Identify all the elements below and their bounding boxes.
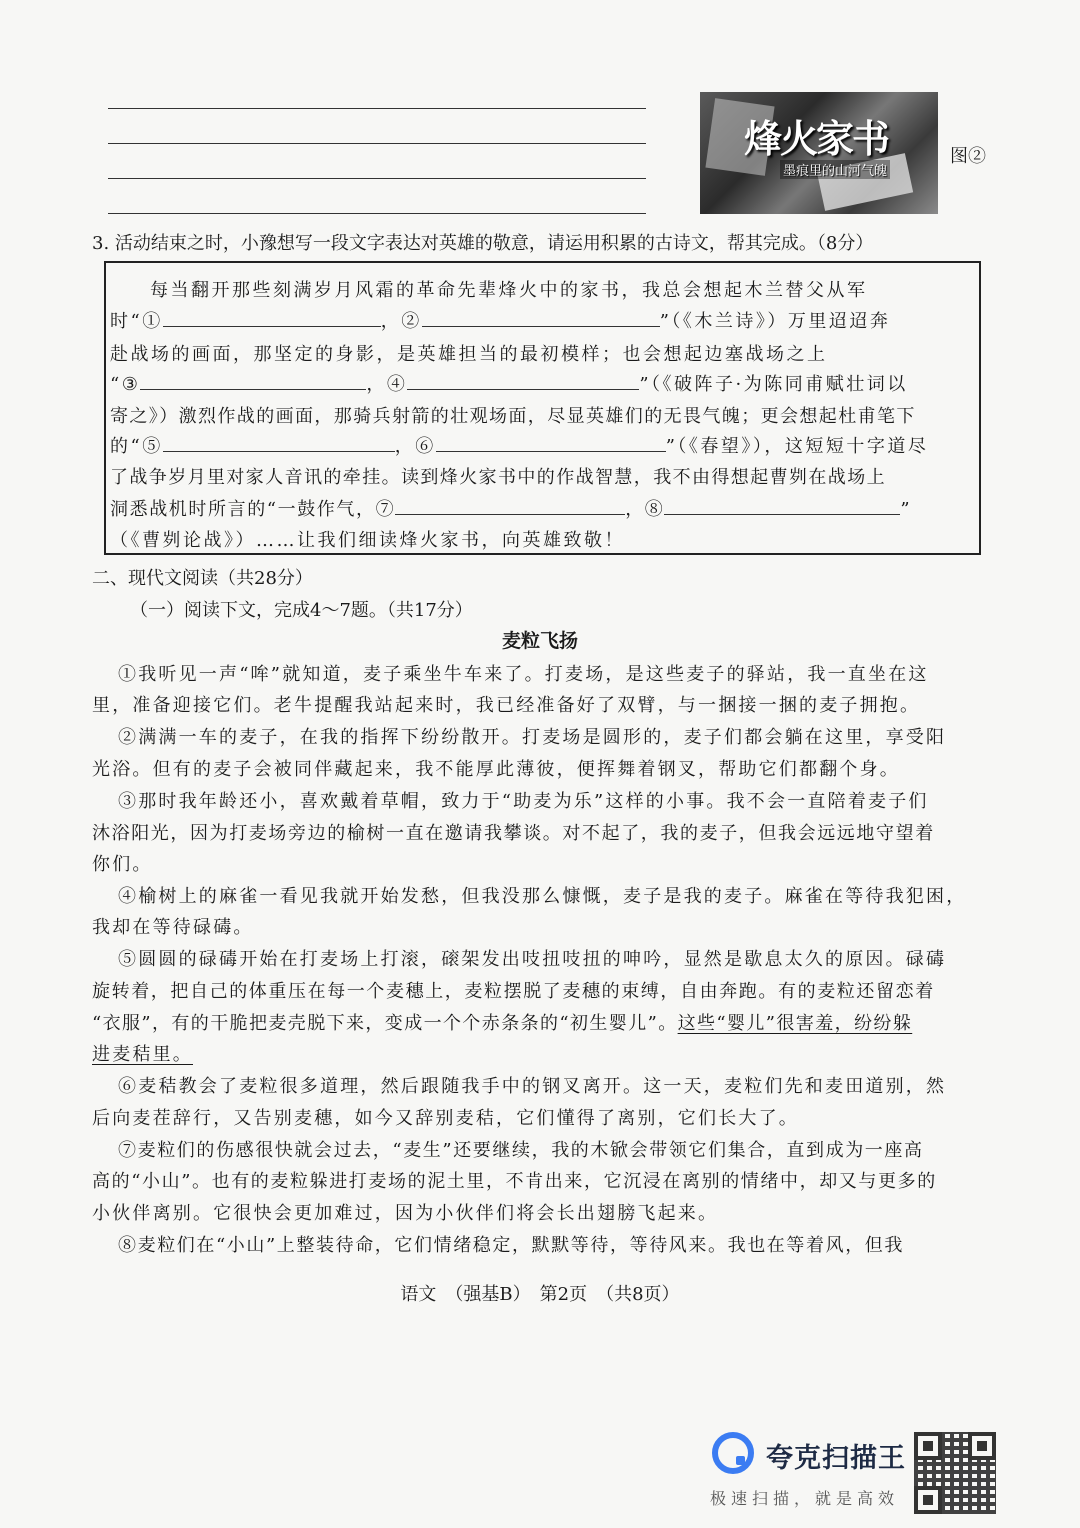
article-line: “衣服”，有的干脆把麦壳脱下来，变成一个个赤条条的“初生婴儿”。这些“婴儿”很害羞，纷纷躲 bbox=[92, 1013, 913, 1034]
article-line: ①我听见一声“哞”就知道，麦子乘坐牛车来了。打麦场，是这些麦子的驿站，我一直坐在这 bbox=[118, 664, 929, 685]
box-line: 了战争岁月里对家人音讯的牵挂。读到烽火家书中的作战智慧，我不由得想起曹刿在战场上 bbox=[110, 467, 886, 488]
article-line: 后向麦茬辞行，又告别麦穗，如今又辞别麦秸，它们懂得了离别，它们长大了。 bbox=[92, 1108, 799, 1129]
box-line: 时“① ，② ”（《木兰诗》）万里迢迢奔 bbox=[110, 307, 970, 333]
article-line: ⑦麦粒们的伤感很快就会过去，“麦生”还要继续，我的木锨会带领它们集合，直到成为一座高 bbox=[118, 1140, 924, 1161]
answer-line[interactable] bbox=[108, 108, 646, 109]
subsection-heading: （一）阅读下文，完成4～7题。（共17分） bbox=[130, 600, 473, 621]
blank-1[interactable] bbox=[163, 308, 381, 327]
underlined-sentence: 进麦秸里。 bbox=[92, 1044, 193, 1065]
blank-4[interactable] bbox=[407, 371, 639, 390]
qr-code-icon bbox=[914, 1432, 996, 1514]
article-line: ④榆树上的麻雀一看见我就开始发愁，但我没那么慷慨，麦子是我的麦子。麻雀在等待我犯困， bbox=[118, 886, 967, 907]
blank-6[interactable] bbox=[436, 433, 666, 452]
article-title: 麦粒飞扬 bbox=[501, 630, 578, 652]
question-3: 3. 活动结束之时，小豫想写一段文字表达对英雄的敬意，请运用积累的古诗文，帮其完成。（8分） bbox=[92, 233, 874, 254]
article-line: ⑤圆圆的碌碡开始在打麦场上打滚，磙架发出吱扭吱扭的呻吟，显然是歇息太久的原因。碌碡 bbox=[118, 949, 947, 970]
blank-7[interactable] bbox=[395, 496, 625, 515]
article-line: 光浴。但有的麦子会被同伴藏起来，我不能厚此薄彼，便挥舞着钢叉，帮助它们都翻个身。 bbox=[92, 759, 900, 780]
article-line: ⑥麦秸教会了麦粒很多道理，然后跟随我手中的钢叉离开。这一天，麦粒们先和麦田道别，然 bbox=[118, 1076, 947, 1097]
article-line: 沐浴阳光，因为打麦场旁边的榆树一直在邀请我攀谈。对不起了，我的麦子，但我会远远地守望着 bbox=[92, 823, 935, 844]
figure-label: 图② bbox=[950, 146, 986, 167]
figure-subtitle: 墨痕里的山河气魄 bbox=[780, 160, 890, 179]
box-line: “③ ，④ ”（《破阵子·为陈同甫赋壮词以 bbox=[110, 370, 970, 396]
article-line: 里，准备迎接它们。老牛提醒我站起来时，我已经准备好了双臂，与一捆接一捆的麦子拥抱。 bbox=[92, 695, 921, 716]
quark-logo-icon bbox=[712, 1432, 754, 1474]
section-heading: 二、现代文阅读（共28分） bbox=[92, 568, 313, 589]
article-line: 我却在等待碌碡。 bbox=[92, 917, 254, 938]
answer-line[interactable] bbox=[108, 178, 646, 179]
watermark-app-name: 夸克扫描王 bbox=[766, 1443, 906, 1474]
blank-5[interactable] bbox=[163, 433, 395, 452]
watermark-slogan: 极速扫描，就是高效 bbox=[710, 1489, 900, 1508]
answer-line[interactable] bbox=[108, 213, 646, 214]
article-line: ⑧麦粒们在“小山”上整装待命，它们情绪稳定，默默等待，等待风来。我也在等着风，但我 bbox=[118, 1235, 904, 1256]
box-line: 每当翻开那些刻满岁月风霜的革命先辈烽火中的家书，我总会想起木兰替父从军 bbox=[150, 280, 868, 301]
blank-2[interactable] bbox=[422, 308, 660, 327]
article-line: ②满满一车的麦子，在我的指挥下纷纷散开。打麦场是圆形的，麦子们都会躺在这里，享受阳 bbox=[118, 727, 947, 748]
box-line: 洞悉战机时所言的“一鼓作气，⑦ ，⑧ ” bbox=[110, 495, 970, 521]
page-footer: 语文 （强基B） 第2页 （共8页） bbox=[400, 1284, 680, 1305]
article-line: 高的“小山”。也有的麦粒躲进打麦场的泥土里，不肯出来，它沉浸在离别的情绪中，却又与更多的 bbox=[92, 1171, 937, 1192]
underlined-sentence: 这些“婴儿”很害羞，纷纷躲 bbox=[677, 1013, 913, 1034]
box-line: 寄之》）激烈作战的画面，那骑兵射箭的壮观场面，尽显英雄们的无畏气魄；更会想起杜甫笔下 bbox=[110, 406, 916, 427]
article-line: 你们。 bbox=[92, 854, 153, 875]
box-line: 赴战场的画面，那坚定的身影，是英雄担当的最初模样；也会想起边塞战场之上 bbox=[110, 344, 828, 365]
blank-3[interactable] bbox=[140, 371, 366, 390]
box-line: 的“⑤ ，⑥ ”（《春望》），这短短十字道尽 bbox=[110, 432, 970, 458]
article-line: 旋转着，把自己的体重压在每一个麦穗上，麦粒摆脱了麦穗的束缚，自由奔跑。有的麦粒还留恋着 bbox=[92, 981, 935, 1002]
article-line: ③那时我年龄还小，喜欢戴着草帽，致力于“助麦为乐”这样的小事。我不会一直陪着麦子们 bbox=[118, 791, 929, 812]
figure-image bbox=[700, 92, 938, 214]
box-line: （《曹刿论战》）……让我们细读烽火家书，向英雄致敬！ bbox=[110, 530, 625, 551]
blank-8[interactable] bbox=[664, 496, 900, 515]
answer-line[interactable] bbox=[108, 143, 646, 144]
article-line: 小伙伴离别。它很快会更加难过，因为小伙伴们将会长出翅膀飞起来。 bbox=[92, 1203, 719, 1224]
figure-title: 烽火家书 bbox=[744, 116, 889, 161]
